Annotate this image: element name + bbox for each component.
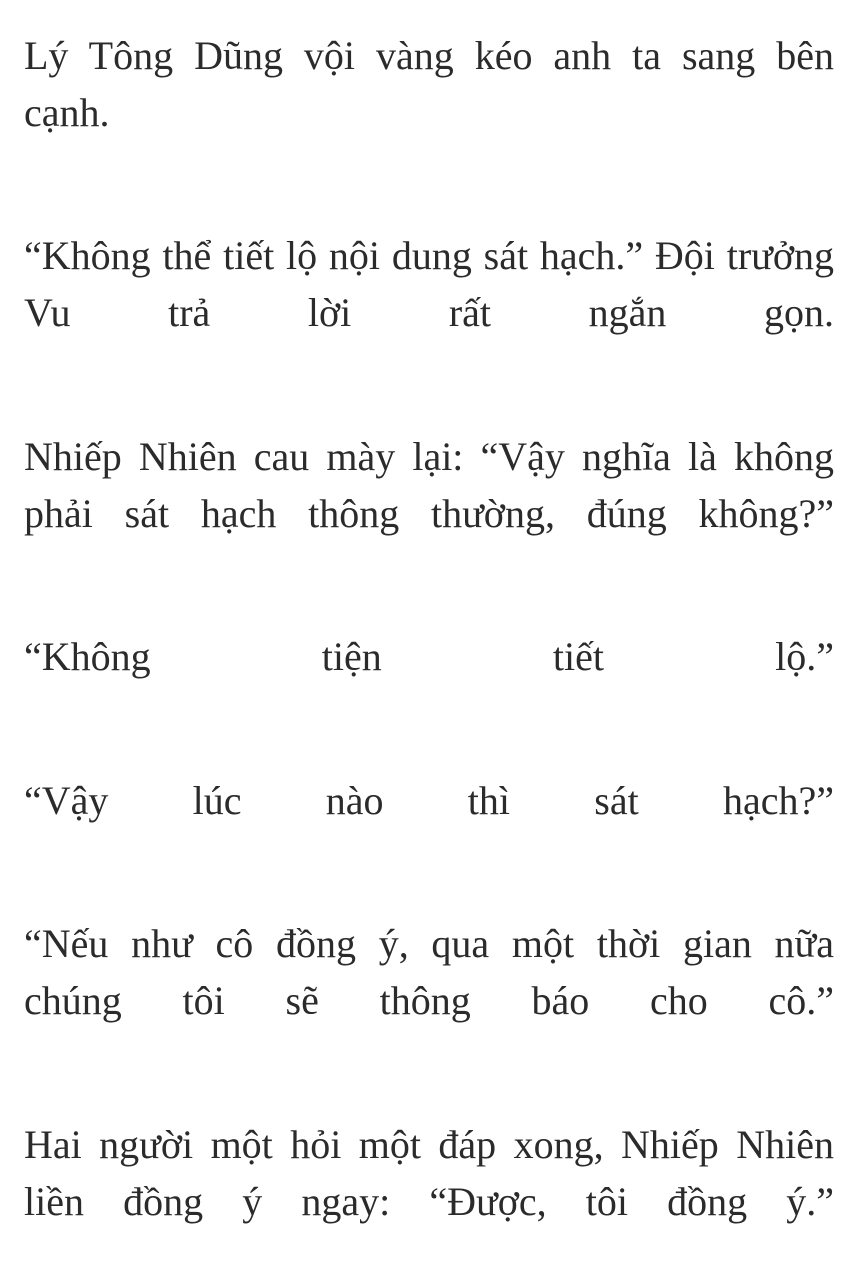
paragraph: “Vậy lúc nào thì sát hạch?” [24,777,834,823]
paragraph: “Nếu như cô đồng ý, qua một thời gian nữa chúng tôi sẽ thông báo cho cô.” [24,921,834,1024]
paragraph: Hai người một hỏi một đáp xong, Nhiếp Nhiên liền đồng ý ngay: “Được, tôi đồng ý.” [24,1121,834,1224]
paragraph: Nhiếp Nhiên cau mày lại: “Vậy nghĩa là không phải sát hạch thông thường, đúng không?” [24,433,834,536]
paragraph: Lý Tông Dũng vội vàng kéo anh ta sang bên cạnh. [24,33,834,135]
paragraph: “Không tiện tiết lộ.” [24,634,834,680]
paragraph: “Không thể tiết lộ nội dung sát hạch.” Đội trưởng Vu trả lời rất ngắn gọn. [24,233,834,336]
